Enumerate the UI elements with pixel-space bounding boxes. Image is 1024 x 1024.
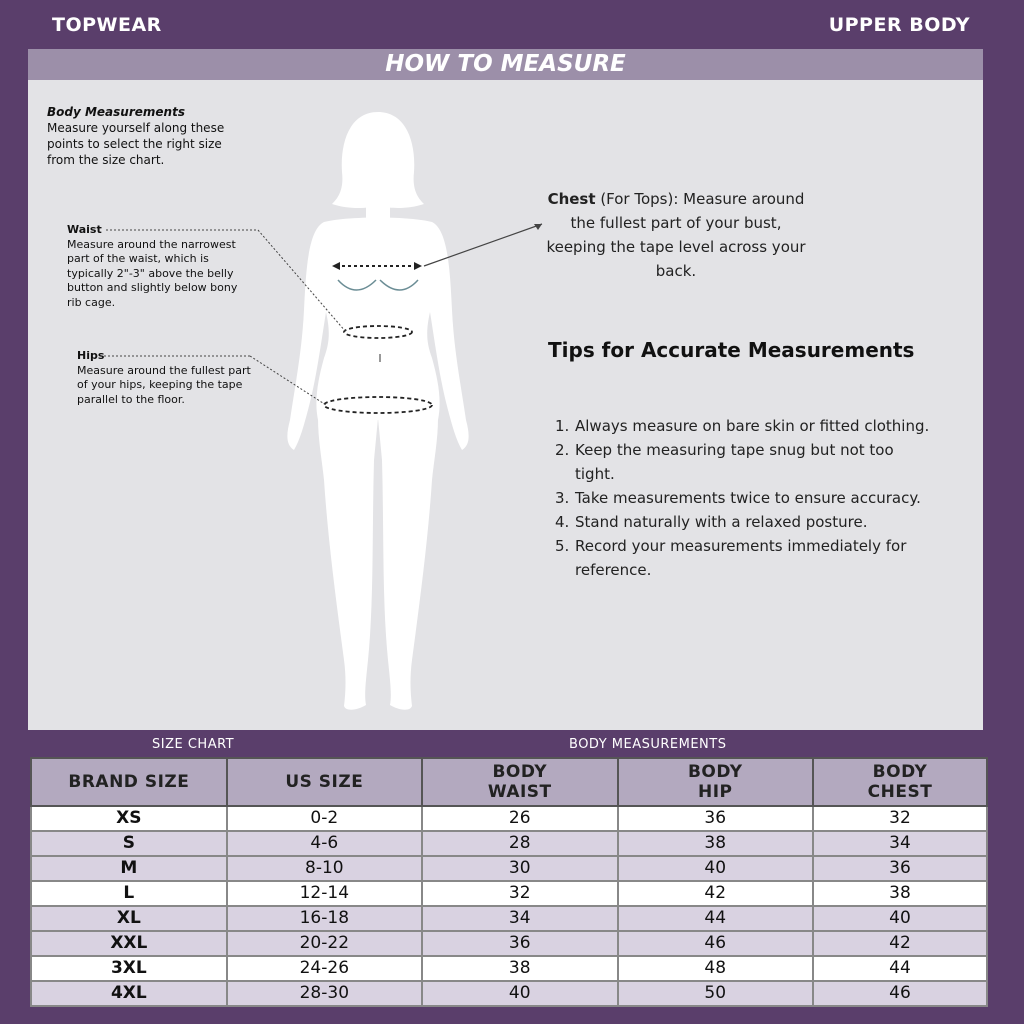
- size-chart-label: SIZE CHART: [152, 737, 235, 752]
- hip-cell: 36: [618, 806, 813, 831]
- tip-item: 2. Keep the measuring tape snug but not too tight.: [555, 438, 935, 486]
- chest-cell: 34: [813, 831, 987, 856]
- waist-cell: 28: [422, 831, 618, 856]
- table-row: [31, 831, 987, 856]
- header-us-size: US SIZE: [227, 758, 422, 806]
- waist-cell: 26: [422, 806, 618, 831]
- us-size-cell: 16-18: [227, 906, 422, 931]
- us-size-cell: 20-22: [227, 931, 422, 956]
- chest-cell: 44: [813, 956, 987, 981]
- brand-size-cell: 4XL: [31, 981, 227, 1006]
- chest-note: [546, 187, 806, 283]
- hip-cell: 40: [618, 856, 813, 881]
- waist-cell: 40: [422, 981, 618, 1006]
- header-body-chest: BODY CHEST: [813, 758, 987, 806]
- waist-cell: 34: [422, 906, 618, 931]
- hip-cell: 48: [618, 956, 813, 981]
- waist-cell: 30: [422, 856, 618, 881]
- us-size-cell: 24-26: [227, 956, 422, 981]
- tip-item: 4. Stand naturally with a relaxed posture.: [555, 510, 935, 534]
- us-size-cell: 4-6: [227, 831, 422, 856]
- chest-cell: 42: [813, 931, 987, 956]
- us-size-cell: 28-30: [227, 981, 422, 1006]
- section-label: UPPER BODY: [828, 14, 970, 36]
- body-measurements-title: Body Measurements: [47, 105, 185, 119]
- tip-text: Stand naturally with a relaxed posture.: [575, 513, 868, 531]
- chest-cell: 36: [813, 856, 987, 881]
- chest-cell: 32: [813, 806, 987, 831]
- tip-text: Keep the measuring tape snug but not too tight.: [575, 441, 894, 483]
- body-measurements-text: Measure yourself along these points to select the right size from the size chart.: [47, 121, 225, 167]
- chest-text: (For Tops): Measure around the fullest part of your bust, keeping the tape level across your back.: [546, 190, 806, 280]
- body-measurements-label: BODY MEASUREMENTS: [569, 737, 727, 752]
- table-header-row: [31, 758, 987, 806]
- header-body-waist: BODY WAIST: [422, 758, 618, 806]
- table-row: [31, 931, 987, 956]
- banner-title: HOW TO MEASURE: [385, 51, 626, 77]
- hip-cell: 46: [618, 931, 813, 956]
- chest-cell: 46: [813, 981, 987, 1006]
- hip-cell: 38: [618, 831, 813, 856]
- header-body-hip: BODY HIP: [618, 758, 813, 806]
- waist-cell: 36: [422, 931, 618, 956]
- hip-cell: 50: [618, 981, 813, 1006]
- measure-panel: [28, 80, 983, 730]
- hips-note: [77, 349, 257, 407]
- waist-label: Waist: [67, 223, 102, 236]
- tip-text: Take measurements twice to ensure accuracy.: [575, 489, 921, 507]
- tips-list: [555, 414, 935, 582]
- table-row: [31, 881, 987, 906]
- chest-label: Chest: [547, 190, 596, 208]
- hips-text: Measure around the fullest part of your hips, keeping the tape parallel to the floor.: [77, 363, 251, 406]
- brand-size-cell: S: [31, 831, 227, 856]
- tips-title: Tips for Accurate Measurements: [548, 338, 915, 362]
- hip-cell: 44: [618, 906, 813, 931]
- us-size-cell: 0-2: [227, 806, 422, 831]
- tip-item: 5. Record your measurements immediately for reference.: [555, 534, 935, 582]
- tip-item: 3. Take measurements twice to ensure accuracy.: [555, 486, 935, 510]
- hips-label: Hips: [77, 349, 105, 362]
- header-brand-size: BRAND SIZE: [31, 758, 227, 806]
- brand-size-cell: M: [31, 856, 227, 881]
- table-row: [31, 981, 987, 1006]
- size-chart-table: [30, 757, 988, 1007]
- brand-label: TOPWEAR: [52, 14, 162, 36]
- waist-cell: 32: [422, 881, 618, 906]
- brand-size-cell: XS: [31, 806, 227, 831]
- waist-note: [67, 223, 245, 310]
- hip-cell: 42: [618, 881, 813, 906]
- brand-size-cell: 3XL: [31, 956, 227, 981]
- brand-size-cell: XXL: [31, 931, 227, 956]
- tip-text: Record your measurements immediately for reference.: [575, 537, 907, 579]
- us-size-cell: 12-14: [227, 881, 422, 906]
- body-measurements-note: [47, 104, 247, 168]
- table-row: [31, 806, 987, 831]
- brand-size-cell: XL: [31, 906, 227, 931]
- tip-item: 1. Always measure on bare skin or fitted clothing.: [555, 414, 935, 438]
- how-to-measure-banner: [28, 49, 983, 80]
- tip-text: Always measure on bare skin or fitted clothing.: [575, 417, 930, 435]
- chest-cell: 38: [813, 881, 987, 906]
- waist-cell: 38: [422, 956, 618, 981]
- us-size-cell: 8-10: [227, 856, 422, 881]
- table-row: [31, 856, 987, 881]
- brand-size-cell: L: [31, 881, 227, 906]
- waist-text: Measure around the narrowest part of the waist, which is typically 2"-3" above the belly button and slightly below bony rib cage.: [67, 237, 238, 309]
- chest-cell: 40: [813, 906, 987, 931]
- table-row: [31, 956, 987, 981]
- table-row: [31, 906, 987, 931]
